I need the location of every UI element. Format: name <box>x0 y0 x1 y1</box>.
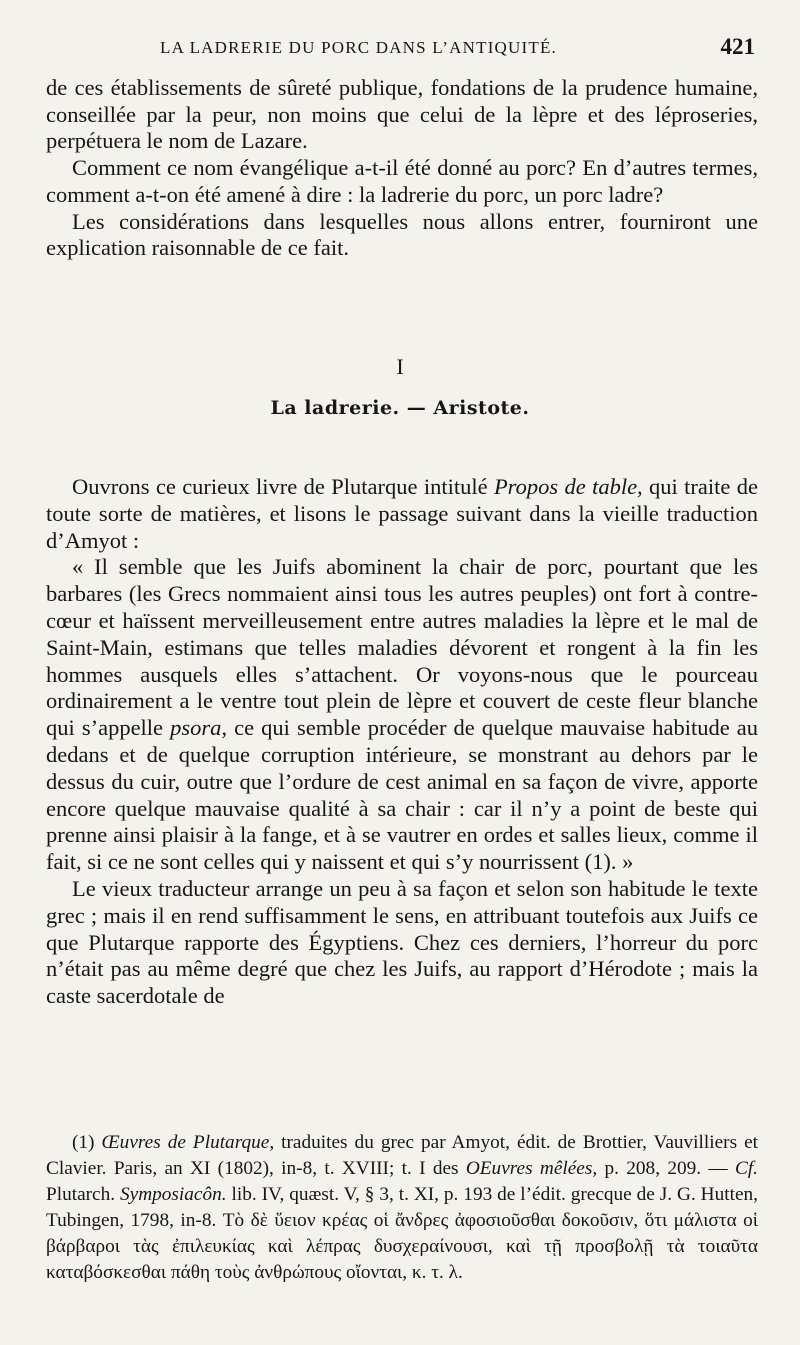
paragraph-quote <box>46 554 758 876</box>
text-span: « Il semble que les Juifs abominent la chair de porc, pourtant que les barbares (les Grecs nommaient ainsi tous les autres peuples) ont fort à contre-cœur et haïssent merveilleusement entre autres maladies la lèpre et le mal de Saint-Main, estimans que telles maladies dévorent et rongent à la fin les hommes ausquels elles s’attachent. Or voyons-nous que le pourceau ordinairement a le ventre tout plein de lèpre et couvert de ceste fleur blanche qui s’appelle <box>46 554 758 741</box>
page-header <box>50 32 755 72</box>
text-span: qui traite de toute sorte de matières, et lisons le passage suivant dans la vieille traduction d’Amyot : <box>46 474 758 553</box>
text-span: lib. IV, quæst. V, § 3, t. XI, p. 193 de l’édit. grecque de J. G. Hutten, Tubingen, 1798, in-8. Τὸ δὲ ὕειον κρέας οἱ ἄνδρες ἀφοσιοῦσθαι δοκοῦσιν, ὅτι μάλιστα οἱ βάρβαροι τὰς ἐπιλευκίας καὶ λέπρας δυσχεραίνουσι, καὶ τῇ προσβολῇ τὰ τοιαῦτα καταβόσκεσθαι πάθη τοὺς ἀνθρώπους οἴονται, κ. τ. λ. <box>46 1184 758 1283</box>
paragraph-considerations: Les considérations dans lesquelles nous allons entrer, fourniront une explication raisonnable de ce fait. <box>46 208 758 261</box>
text-span: Plutarch. <box>46 1184 120 1205</box>
section-number: I <box>396 354 404 379</box>
footnotes <box>46 1130 758 1286</box>
paragraph-continuation: de ces établissements de sûreté publique, fondations de la prudence humaine, conseillée par la peur, non moins que celui de la lèpre et des léproseries, perpétuera le nom de Lazare. <box>46 75 758 154</box>
main-text <box>46 474 758 1010</box>
footnote-title: OEuvres mêlées, <box>465 1158 598 1179</box>
intro-text <box>46 75 758 262</box>
footnote-cf: Cf. <box>734 1158 759 1179</box>
page-number: 421 <box>720 34 755 59</box>
text-span: p. 208, 209. — <box>597 1158 735 1179</box>
footnote-marker: (1) <box>72 1132 102 1153</box>
running-head: LA LADRERIE DU PORC DANS L’ANTIQUITÉ. <box>160 38 557 57</box>
paragraph-translator: Le vieux traducteur arrange un peu à sa façon et selon son habitude le texte grec ; mais il en rend suffisamment le sens, en attribuant toutefois aux Juifs ce que Plutarque rapporte des Égyptiens. Chez ces derniers, l’horreur du porc n’était pas au même degré que chez les Juifs, au rapport d’Hérodote ; mais la caste sacerdotale de <box>46 875 758 1009</box>
footnote-1 <box>46 1130 758 1286</box>
paragraph-plutarch <box>46 474 758 554</box>
text-span: traduites du grec par Amyot, édit. de Brottier, Vauvilliers et Clavier. Paris, an XI (1802), in-8, t. XVIII; t. I des <box>46 1132 758 1179</box>
footnote-title: Œuvres de Plutarque, <box>101 1132 275 1153</box>
section-title: La ladrerie. — Aristote. <box>270 397 530 419</box>
text-span: Ouvrons ce curieux livre de Plutarque intitulé <box>72 474 494 499</box>
paragraph-question: Comment ce nom évangélique a-t-il été donné au porc? En d’autres termes, comment a-t-on été amené à dire : la ladrerie du porc, un porc ladre? <box>46 155 758 207</box>
footnote-title: Symposiacôn. <box>120 1184 227 1205</box>
term-italic: psora, <box>170 715 228 741</box>
book-title-italic: Propos de table, <box>493 474 643 499</box>
text-span: ce qui semble procéder de quelque mauvaise habitude au dedans et de quelque corruption intérieure, se monstrant au dehors par le dessus du cuir, outre que l’ordure de cest animal en sa façon de vivre, apporte encore quelque mauvaise qualité à sa chair : car il n’y a point de beste qui prenne ainsi plaisir à la fange, et à se vautrer en ordes et salles lieux, comme il fait, si ce ne sont celles qui y naissent et qui s’y nourrissent (1). » <box>46 715 758 875</box>
